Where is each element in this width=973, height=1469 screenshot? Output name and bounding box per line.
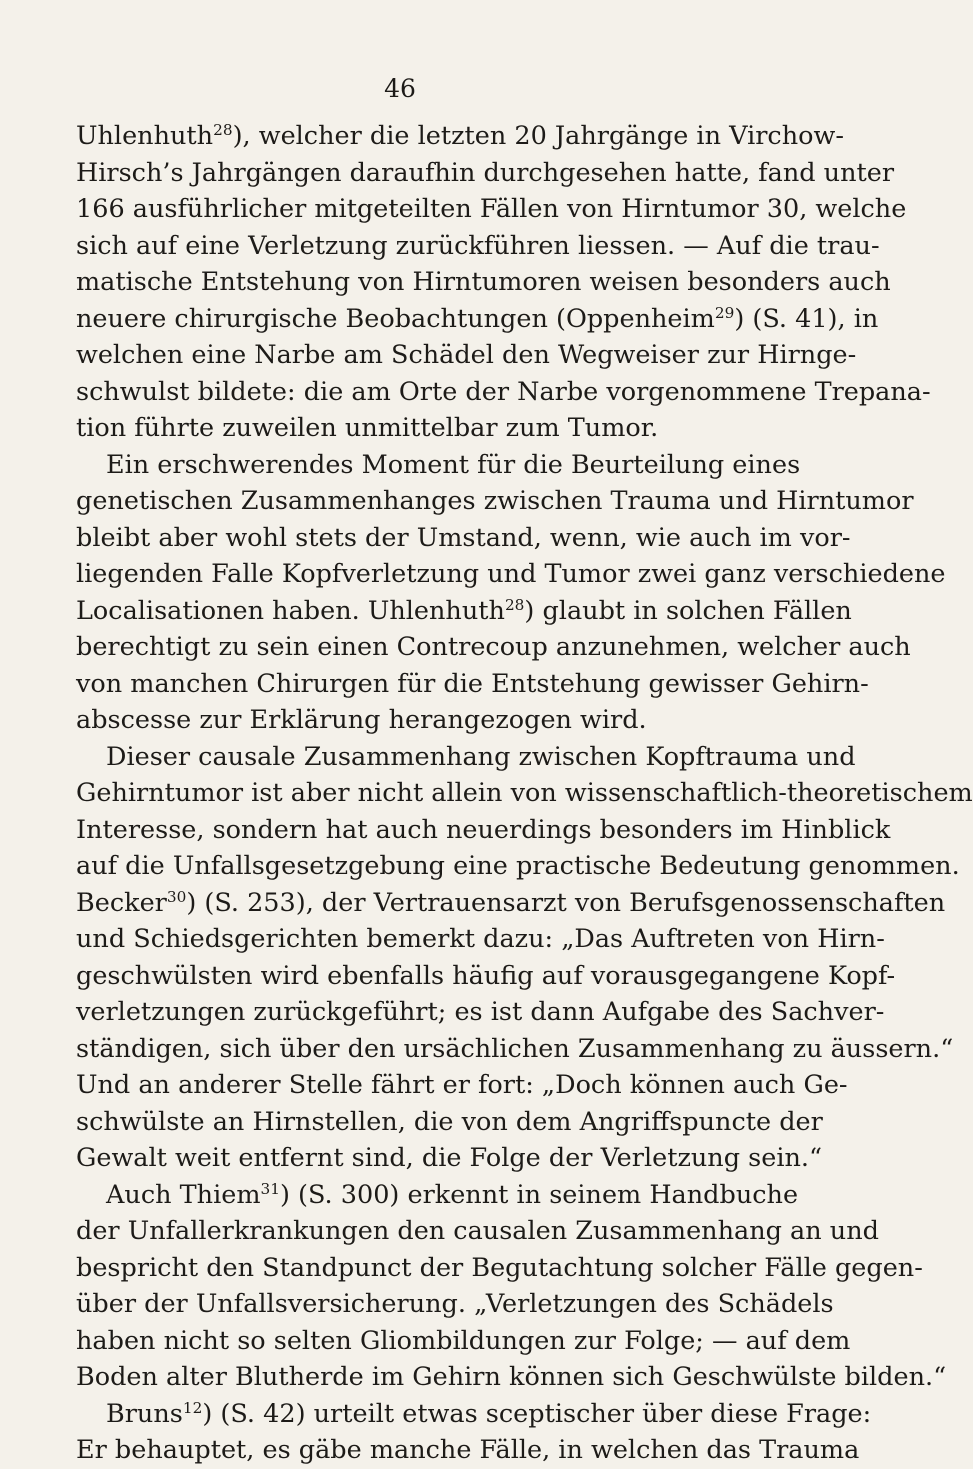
line-text: Und an anderer Stelle fährt er fort: „Doch können auch Ge- [76, 1070, 848, 1100]
text-line [76, 1250, 923, 1287]
text-line [76, 155, 895, 192]
text-line [76, 1286, 834, 1323]
line-text-continued: ), welcher die letzten 20 Jahrgänge in Virchow- [232, 121, 844, 151]
line-text: von manchen Chirurgen für die Entstehung gewisser Gehirn- [76, 668, 869, 699]
line-text: neuere chirurgische Beobachtungen (Oppenheim [76, 303, 715, 334]
text-line [76, 1323, 851, 1360]
body-text [76, 118, 973, 1469]
line-text: Becker [76, 887, 167, 918]
text-line [76, 702, 724, 739]
line-text-continued: ) (S. 253), der Vertrauensarzt von Berufsgenossenschaften [186, 887, 946, 918]
footnote-reference: 30 [166, 887, 187, 906]
text-line [76, 301, 879, 338]
line-text: 166 ausführlicher mitgeteilten Fällen von Hirntumor 30, welche [76, 194, 907, 224]
text-line [76, 848, 960, 885]
text-line [76, 264, 891, 301]
text-line [76, 1177, 799, 1214]
text-line [76, 666, 869, 703]
line-text-continued: ) glaubt in solchen Fällen [524, 595, 852, 626]
line-text: bleibt aber wohl stets der Umstand, wenn, wie auch im vor- [76, 522, 851, 553]
text-line [76, 921, 885, 958]
line-text: Dieser causale Zusammenhang zwischen Kopftrauma und [106, 741, 856, 772]
text-line [76, 374, 931, 411]
text-line [76, 593, 852, 630]
line-text: genetischen Zusammenhanges zwischen Trauma und Hirntumor [76, 486, 914, 516]
line-text: Er behauptet, es gäbe manche Fälle, in welchen das Trauma [76, 1435, 860, 1465]
line-text: berechtigt zu sein einen Contrecoup anzunehmen, welcher auch [76, 632, 911, 662]
text-line [76, 228, 880, 265]
line-text: sich auf eine Verletzung zurückführen liessen. — Auf die trau- [76, 230, 880, 261]
paragraph [76, 447, 946, 739]
line-text: und Schiedsgerichten bemerkt dazu: „Das Auftreten von Hirn- [76, 924, 885, 954]
line-text: Hirsch’s Jahrgängen daraufhin durchgesehen hatte, fand unter [76, 157, 895, 188]
line-text: Uhlenhuth [76, 121, 214, 151]
line-text: Gehirntumor ist aber nicht allein von wissenschaftlich-theoretischem [76, 778, 973, 808]
paragraph [76, 118, 931, 447]
text-line [76, 629, 911, 666]
line-text: schwülste an Hirnstellen, die von dem Angriffspuncte der [76, 1106, 823, 1137]
text-line [76, 1396, 872, 1433]
line-text: liegenden Falle Kopfverletzung und Tumor zwei ganz verschiedene [76, 559, 946, 589]
text-line [76, 447, 801, 484]
text-line [76, 483, 914, 520]
line-text: auf die Unfallsgesetzgebung eine practische Bedeutung genommen. [76, 851, 960, 881]
footnote-reference: 28 [213, 120, 233, 139]
text-line [76, 1213, 879, 1250]
paragraph [76, 1396, 872, 1469]
line-text: haben nicht so selten Gliombildungen zur Folge; — auf dem [76, 1325, 851, 1356]
line-text: abscesse zur Erklärung herangezogen wird. [76, 705, 647, 735]
paragraph [76, 739, 973, 1177]
text-line [76, 1067, 848, 1104]
text-line [76, 1031, 954, 1068]
line-text-continued: ) (S. 41), in [734, 303, 879, 334]
line-text: Boden alter Blutherde im Gehirn können sich Geschwülste bilden.“ [76, 1362, 947, 1392]
text-line [76, 556, 946, 593]
line-text: verletzungen zurückgeführt; es ist dann Aufgabe des Sachver- [76, 997, 885, 1027]
line-text: Gewalt weit entfernt sind, die Folge der Verletzung sein.“ [76, 1143, 823, 1173]
text-line [76, 1432, 860, 1469]
text-line [76, 1140, 823, 1177]
line-text: tion führte zuweilen unmittelbar zum Tumor. [76, 413, 659, 443]
line-text: welchen eine Narbe am Schädel den Wegweiser zur Hirnge- [76, 340, 857, 370]
line-text: der Unfallerkrankungen den causalen Zusammenhang an und [76, 1216, 879, 1246]
footnote-reference: 28 [504, 595, 525, 614]
line-text: bespricht den Standpunct der Begutachtung solcher Fälle gegen- [76, 1252, 923, 1283]
line-text: ständigen, sich über den ursächlichen Zusammenhang zu äussern.“ [76, 1033, 954, 1064]
text-line [76, 775, 973, 812]
line-text: matische Entstehung von Hirntumoren weisen besonders auch [76, 267, 891, 297]
line-text-continued: ) (S. 42) urteilt etwas sceptischer über diese Frage: [202, 1398, 872, 1429]
text-line [76, 520, 851, 557]
text-line [76, 885, 946, 922]
line-text: Ein erschwerendes Moment für die Beurteilung eines [106, 449, 801, 480]
text-line [76, 958, 896, 995]
line-text: Localisationen haben. Uhlenhuth [76, 595, 505, 626]
page-number: 46 [384, 74, 416, 103]
text-line [76, 739, 856, 776]
text-line [76, 191, 907, 228]
text-line [76, 1104, 823, 1141]
text-line [76, 812, 891, 849]
footnote-reference: 12 [182, 1398, 203, 1417]
text-line [76, 337, 857, 374]
footnote-reference: 31 [260, 1179, 280, 1198]
paragraph [76, 1177, 947, 1396]
line-text: Auch Thiem [106, 1179, 261, 1210]
line-text: schwulst bildete: die am Orte der Narbe vorgenommene Trepana- [76, 376, 931, 407]
line-text: geschwülsten wird ebenfalls häufig auf vorausgegangene Kopf- [76, 960, 896, 991]
line-text-continued: ) (S. 300) erkennt in seinem Handbuche [279, 1179, 799, 1210]
text-line [76, 410, 724, 447]
text-line [76, 994, 885, 1031]
line-text: Bruns [106, 1398, 183, 1429]
footnote-reference: 29 [714, 303, 735, 322]
line-text: über der Unfallsversicherung. „Verletzungen des Schädels [76, 1289, 834, 1319]
text-line [76, 118, 844, 155]
text-line [76, 1359, 947, 1396]
line-text: Interesse, sondern hat auch neuerdings besonders im Hinblick [76, 814, 891, 845]
